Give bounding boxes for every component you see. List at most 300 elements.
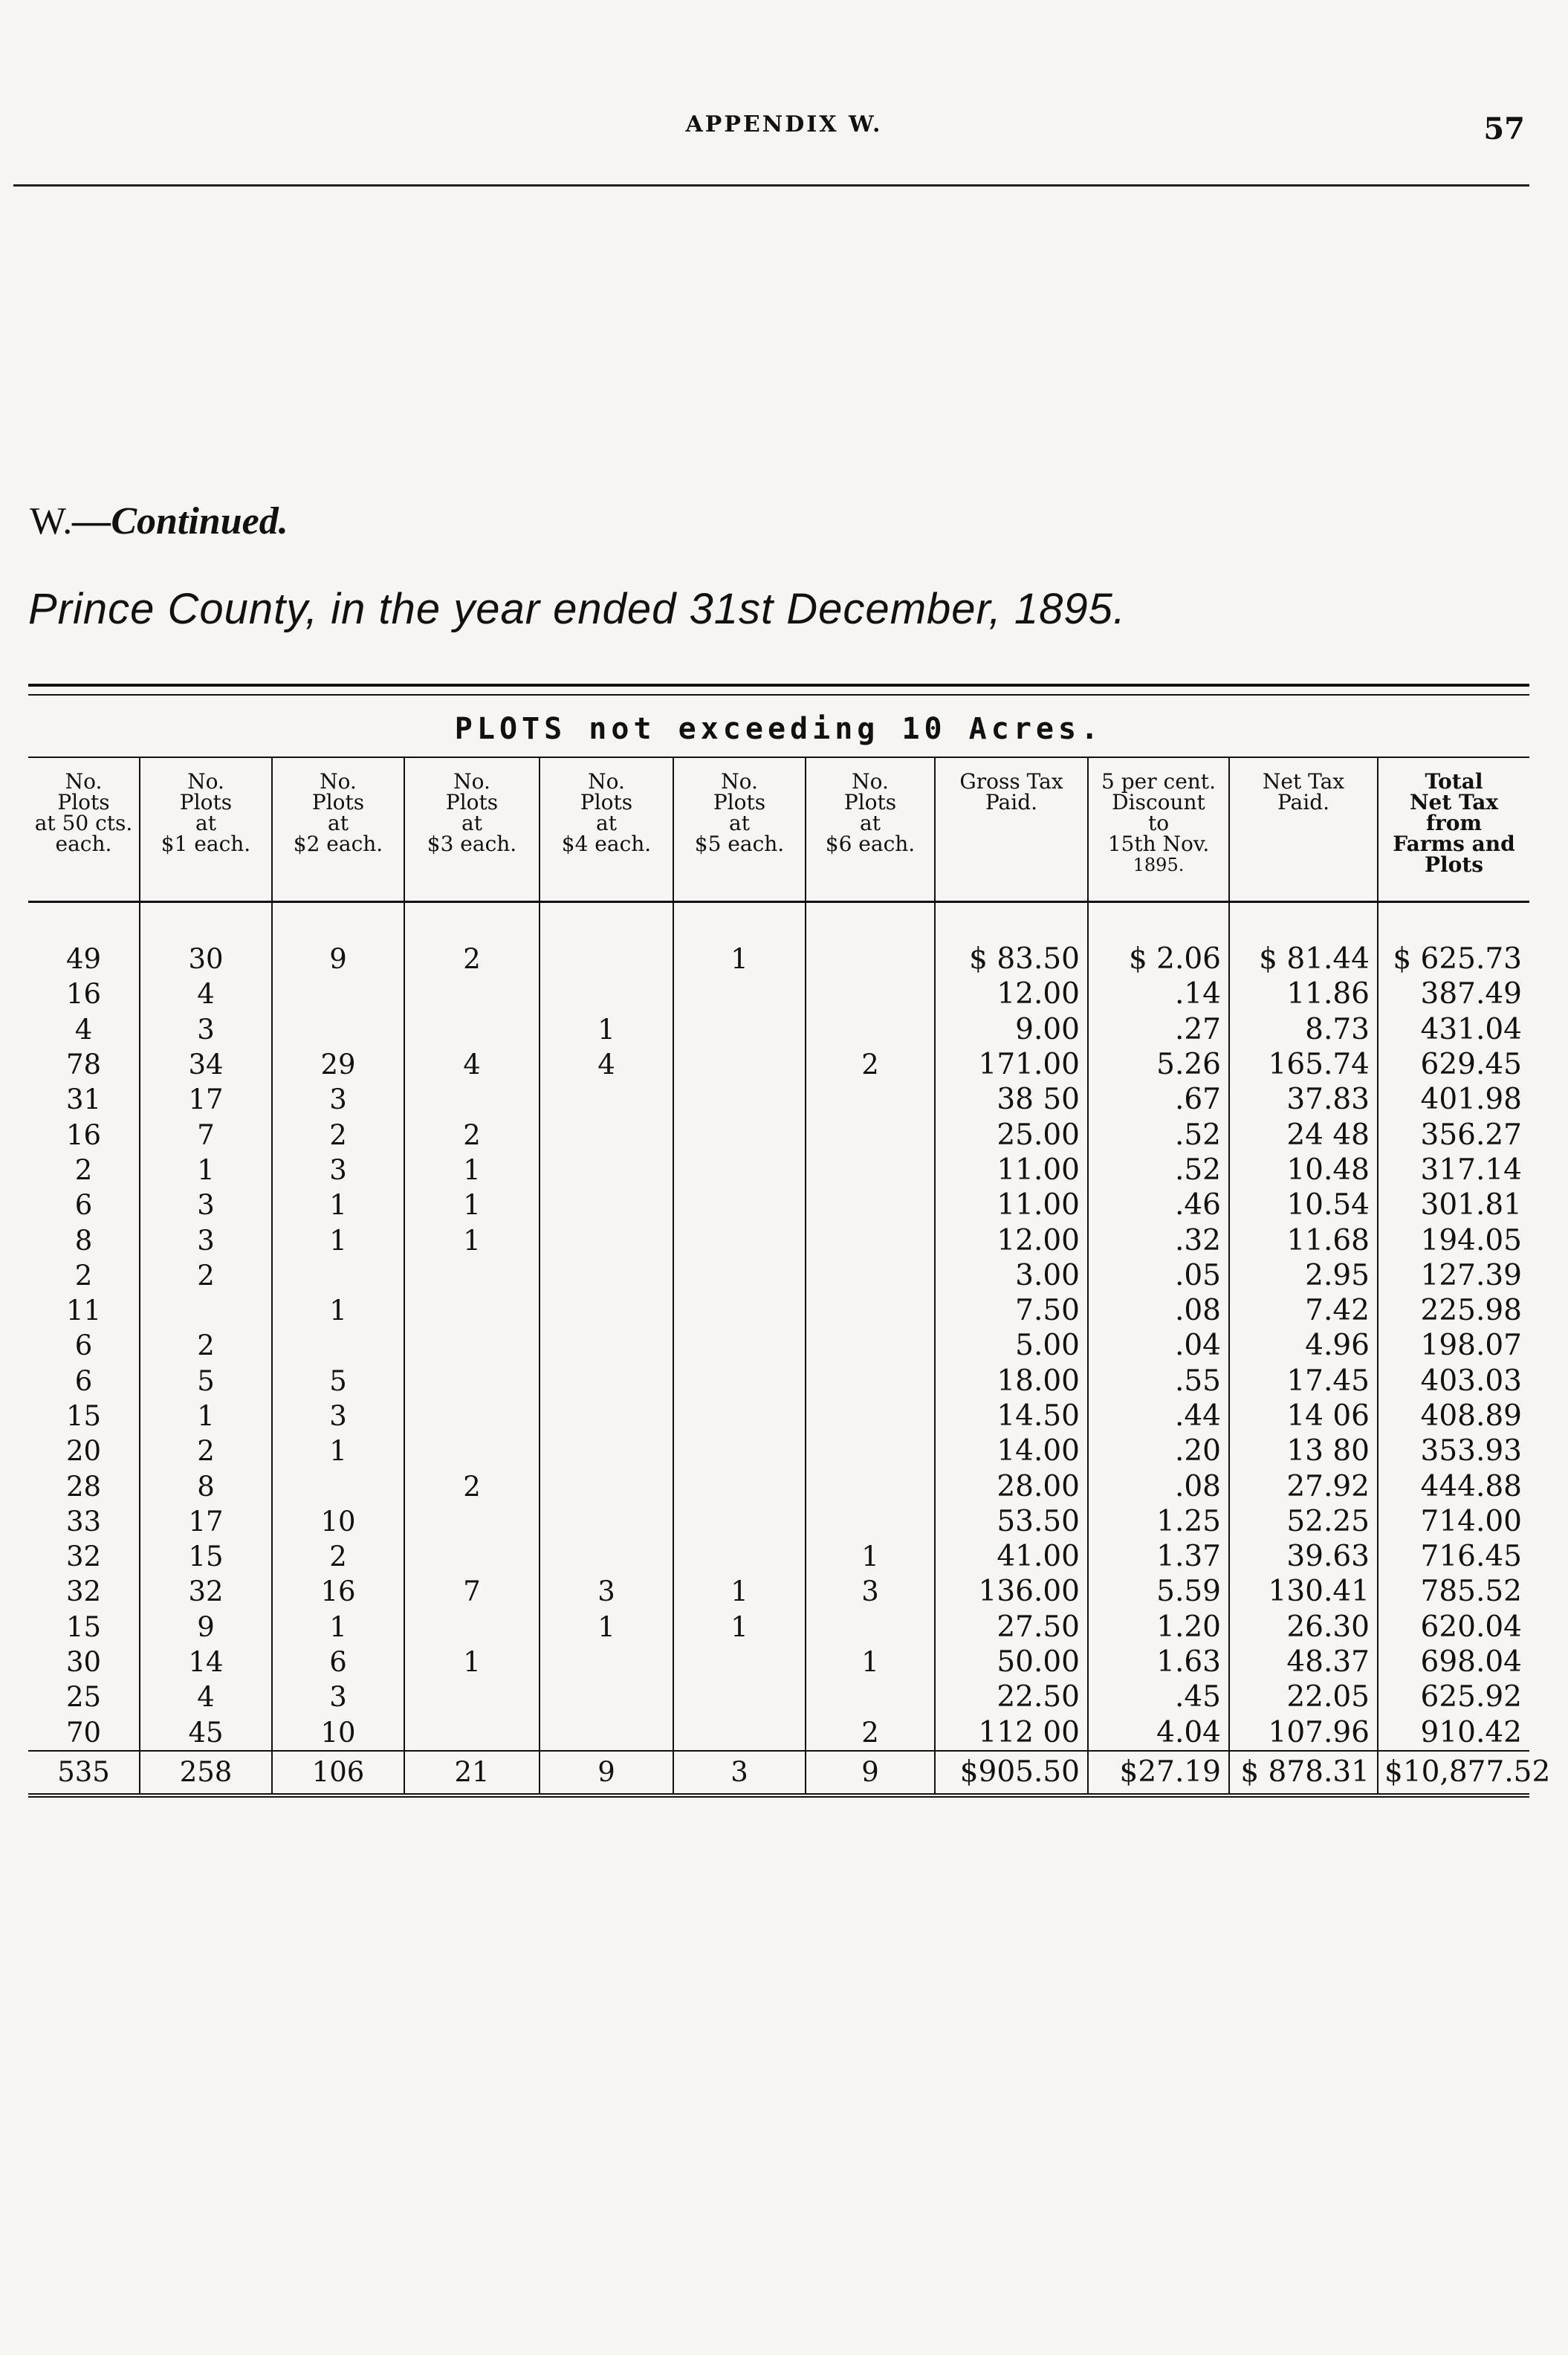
table-cell: 1 (404, 1222, 540, 1257)
table-cell: 225.98 (1378, 1293, 1529, 1328)
table-cell: .05 (1088, 1258, 1229, 1293)
spacer-cell (1378, 902, 1529, 942)
table-cell: 3.00 (935, 1258, 1088, 1293)
table-cell: 535 (28, 1751, 140, 1795)
table-cell (540, 1434, 673, 1468)
table-cell: 2 (404, 1468, 540, 1503)
table-cell: 6 (74, 1364, 93, 1397)
table-cell (673, 1328, 806, 1363)
table-cell: .14 (1088, 976, 1229, 1011)
table-cell: 387.49 (1378, 976, 1529, 1011)
table-cell: $905.50 (935, 1751, 1088, 1795)
table-row (28, 1645, 1529, 1679)
table-cell (806, 1364, 935, 1399)
table-row (28, 1222, 1529, 1257)
table-cell: 444.88 (1378, 1468, 1529, 1503)
table-cell: 31 (65, 1083, 102, 1116)
column-header-line: at (860, 811, 881, 835)
table-cell: 1.63 (1088, 1645, 1229, 1679)
table-cell: 29 (272, 1047, 404, 1082)
table-cell: 39.63 (1229, 1539, 1378, 1574)
table-cell (806, 1504, 935, 1539)
table-cell: 2 (74, 1153, 93, 1186)
table-cell: 317.14 (1378, 1153, 1529, 1188)
section-letter: W. (30, 500, 73, 542)
column-header (1229, 758, 1378, 902)
table-cell: 5.59 (1088, 1574, 1229, 1609)
table-cell: 8.73 (1229, 1012, 1378, 1047)
table-cell: 1 (140, 1153, 272, 1188)
table-cell: 27.50 (935, 1610, 1088, 1645)
table-cell: 34 (140, 1047, 272, 1082)
table-row (28, 1328, 1529, 1363)
table-cell: 38 50 (935, 1082, 1088, 1117)
table-cell: 5 (140, 1364, 272, 1399)
table-cell (806, 1222, 935, 1257)
table-cell: 353.93 (1378, 1434, 1529, 1468)
table-cell (806, 1153, 935, 1188)
table-cell (272, 1258, 404, 1293)
column-header-line: at (195, 811, 216, 835)
spacer-row (28, 902, 1529, 942)
table-cell (404, 1364, 540, 1399)
table-cell: 3 (272, 1082, 404, 1117)
table-cell (673, 1645, 806, 1679)
table-cell: 2 (404, 942, 540, 976)
table-cell: 1 (272, 1434, 404, 1468)
table-cell: $ 878.31 (1229, 1751, 1378, 1795)
table-cell (673, 1468, 806, 1503)
table-row (28, 1539, 1529, 1574)
table-cell (272, 1328, 404, 1363)
table-cell: 1.25 (1088, 1504, 1229, 1539)
page-header-title: APPENDIX W. (685, 111, 883, 137)
table-cell: 13 80 (1229, 1434, 1378, 1468)
table-cell (540, 1258, 673, 1293)
table-cell: 1 (540, 1012, 673, 1047)
table-cell: 16 (65, 1118, 102, 1151)
table-cell: 3 (140, 1012, 272, 1047)
table-cell: 4.04 (1088, 1715, 1229, 1751)
column-header-line: Plots (713, 790, 766, 814)
table-row (28, 1610, 1529, 1645)
column-header-line: $2 each. (293, 832, 383, 856)
table-cell: 3 (272, 1153, 404, 1188)
column-header-line: No. (187, 769, 224, 794)
table-cell (806, 1610, 935, 1645)
table-cell: 50.00 (935, 1645, 1088, 1679)
table-cell: 10.54 (1229, 1188, 1378, 1222)
table-cell: .45 (1088, 1679, 1229, 1714)
column-header-line: at (328, 811, 349, 835)
table-cell: 1 (540, 1610, 673, 1645)
table-cell: 3 (140, 1222, 272, 1257)
spacer-cell (673, 902, 806, 942)
table-cell: 3 (806, 1574, 935, 1609)
column-header-row (28, 758, 1529, 902)
table-cell: 1 (404, 1188, 540, 1222)
table-row (28, 1504, 1529, 1539)
table-cell (673, 1504, 806, 1539)
top-double-rule (28, 684, 1529, 696)
table-cell: 32 (65, 1541, 102, 1573)
table-cell: 15 (140, 1539, 272, 1574)
table-cell: 2 (806, 1715, 935, 1751)
table-cell: 18.00 (935, 1364, 1088, 1399)
table-cell: .32 (1088, 1222, 1229, 1257)
table-cell: 112 00 (935, 1715, 1088, 1751)
table-cell: 6 (74, 1189, 93, 1222)
table-cell (806, 1679, 935, 1714)
table-cell: 32 (65, 1575, 102, 1608)
table-cell: 8 (140, 1468, 272, 1503)
table-cell: $ 625.73 (1378, 942, 1529, 976)
column-header-line: Plots (179, 790, 233, 814)
table-cell: 130.41 (1229, 1574, 1378, 1609)
table-cell: 20 (65, 1435, 102, 1468)
table-cell: 11.68 (1229, 1222, 1378, 1257)
table-cell: 1 (673, 1610, 806, 1645)
column-header-line: Plots (57, 790, 110, 814)
table-row (28, 1047, 1529, 1082)
table-cell: 258 (140, 1751, 272, 1795)
table-cell: 41.00 (935, 1539, 1088, 1574)
table-row (28, 1153, 1529, 1188)
table-cell: 2 (140, 1258, 272, 1293)
column-header (806, 758, 935, 902)
continued-label: —Continued. (72, 500, 288, 542)
table-cell: 620.04 (1378, 1610, 1529, 1645)
table-cell (806, 1328, 935, 1363)
table-cell: 7 (404, 1574, 540, 1609)
table-cell: 716.45 (1378, 1539, 1529, 1574)
table-cell (404, 1504, 540, 1539)
table-cell: .20 (1088, 1434, 1229, 1468)
column-header (272, 758, 404, 902)
table-cell: 194.05 (1378, 1222, 1529, 1257)
table-cell: 49 (65, 943, 102, 976)
table-cell (540, 1364, 673, 1399)
table-cell (404, 1434, 540, 1468)
column-header-line: to (1147, 811, 1170, 835)
table-cell (404, 1539, 540, 1574)
table-cell: 3 (140, 1188, 272, 1222)
table-row (28, 1082, 1529, 1117)
table-cell: 15 (65, 1400, 102, 1432)
table-cell (673, 1188, 806, 1222)
table-cell (540, 1188, 673, 1222)
table-cell (272, 976, 404, 1011)
table-cell (540, 1645, 673, 1679)
table-cell: 33 (65, 1505, 102, 1538)
table-cell: 1 (272, 1293, 404, 1328)
table-cell (806, 1082, 935, 1117)
table-cell (140, 1293, 272, 1328)
table-cell: 32 (140, 1574, 272, 1609)
table-cell: 401.98 (1378, 1082, 1529, 1117)
group-title: PLOTS not exceeding 10 Acres. (28, 696, 1529, 758)
column-header-line: $1 each. (161, 832, 251, 856)
table-cell: 625.92 (1378, 1679, 1529, 1714)
table-cell (806, 1117, 935, 1152)
table-cell: .08 (1088, 1468, 1229, 1503)
table-cell: $ 2.06 (1088, 942, 1229, 976)
table-row (28, 1434, 1529, 1468)
table-cell: 165.74 (1229, 1047, 1378, 1082)
table-cell: $ 83.50 (935, 942, 1088, 976)
column-header-line: each. (55, 832, 112, 856)
table-cell: 4 (140, 1679, 272, 1714)
column-header-line: at (729, 811, 750, 835)
column-header-line: No. (852, 769, 889, 794)
table-cell: 136.00 (935, 1574, 1088, 1609)
table-row (28, 1399, 1529, 1434)
table-cell: 301.81 (1378, 1188, 1529, 1222)
table-cell: 14 06 (1229, 1399, 1378, 1434)
column-header-line: Plots (1424, 852, 1484, 877)
table-cell: 198.07 (1378, 1328, 1529, 1363)
table-cell (404, 1715, 540, 1751)
table-cell: $ 81.44 (1229, 942, 1378, 976)
table-row (28, 1468, 1529, 1503)
table-cell (673, 1715, 806, 1751)
table-cell: .27 (1088, 1012, 1229, 1047)
table-cell: 3 (540, 1574, 673, 1609)
table-cell: 14.50 (935, 1399, 1088, 1434)
table-cell: 5.26 (1088, 1047, 1229, 1082)
table-cell (540, 1222, 673, 1257)
table-cell (272, 1012, 404, 1047)
column-header (28, 758, 140, 902)
table-cell: 10 (272, 1715, 404, 1751)
table-cell (540, 1679, 673, 1714)
column-header-line: from (1425, 811, 1483, 835)
table-cell: 5 (272, 1364, 404, 1399)
table-cell (404, 976, 540, 1011)
column-header-line: 5 per cent. (1101, 769, 1216, 794)
table-cell: .55 (1088, 1364, 1229, 1399)
table-cell: 431.04 (1378, 1012, 1529, 1047)
table-cell: 3 (272, 1399, 404, 1434)
column-header-line: at (596, 811, 617, 835)
table-cell (540, 976, 673, 1011)
column-header-line: No. (320, 769, 357, 794)
table-cell: 2 (272, 1117, 404, 1152)
table-cell: 11.00 (935, 1153, 1088, 1188)
column-header-line: No. (588, 769, 625, 794)
table-cell: 1 (272, 1610, 404, 1645)
table-cell: 24 48 (1229, 1117, 1378, 1152)
table-cell: 2 (140, 1328, 272, 1363)
table-cell: 10 (272, 1504, 404, 1539)
table-cell (673, 1012, 806, 1047)
table-cell: 11.00 (935, 1188, 1088, 1222)
column-header (1378, 758, 1529, 902)
table-cell (404, 1610, 540, 1645)
table-cell: 12.00 (935, 1222, 1088, 1257)
table-cell (806, 1293, 935, 1328)
table-cell: 1 (806, 1645, 935, 1679)
table-cell: 9 (540, 1751, 673, 1795)
column-header (140, 758, 272, 902)
table-cell: 1.37 (1088, 1539, 1229, 1574)
table-cell (673, 1153, 806, 1188)
table-cell: 45 (140, 1715, 272, 1751)
table-row (28, 976, 1529, 1011)
table-cell: 17.45 (1229, 1364, 1378, 1399)
column-header-line: $3 each. (427, 832, 517, 856)
column-header-line: Net Tax (1409, 790, 1499, 814)
table-cell: 4 (74, 1013, 93, 1046)
table-cell: 1 (404, 1645, 540, 1679)
table-cell: 1 (806, 1539, 935, 1574)
column-header-line: Plots (843, 790, 897, 814)
spacer-cell (272, 902, 404, 942)
table-cell (806, 942, 935, 976)
table-cell: 10.48 (1229, 1153, 1378, 1188)
table-row (28, 942, 1529, 976)
column-header (540, 758, 673, 902)
table-cell (806, 1468, 935, 1503)
table-cell: 4 (404, 1047, 540, 1082)
spacer-cell (1088, 902, 1229, 942)
column-header-line: Farms and (1393, 832, 1515, 856)
table-cell (673, 976, 806, 1011)
table-body (28, 902, 1551, 1795)
table-cell (540, 1399, 673, 1434)
totals-row (28, 1751, 1529, 1795)
table-cell (404, 1399, 540, 1434)
tax-table-section (28, 684, 1551, 1798)
column-header-line: $5 each. (694, 832, 785, 856)
table-caption: Prince County, in the year ended 31st December, 1895. (28, 585, 1127, 633)
column-header-line: Plots (580, 790, 633, 814)
table-cell (806, 1434, 935, 1468)
table-cell (673, 1679, 806, 1714)
table-cell: 1.20 (1088, 1610, 1229, 1645)
table-cell: 2 (140, 1434, 272, 1468)
table-cell: 356.27 (1378, 1117, 1529, 1152)
table-row (28, 1364, 1529, 1399)
table-cell (540, 1504, 673, 1539)
table-cell (404, 1082, 540, 1117)
table-cell: 28 (65, 1470, 102, 1503)
page-number: 57 (1483, 111, 1525, 146)
table-cell: 2.95 (1229, 1258, 1378, 1293)
column-header-line: at 50 cts. (34, 811, 133, 835)
table-cell (673, 1293, 806, 1328)
column-header-line: Gross Tax (959, 769, 1063, 794)
table-cell: 1 (673, 1574, 806, 1609)
table-cell: $10,877.52 (1378, 1751, 1529, 1795)
table-cell: 9 (272, 942, 404, 976)
table-cell (540, 1468, 673, 1503)
header-rule (13, 184, 1529, 187)
table-cell: 106 (272, 1751, 404, 1795)
table-cell: 11 (65, 1295, 102, 1327)
spacer-cell (140, 902, 272, 942)
table-cell: 4 (140, 976, 272, 1011)
table-cell: 2 (74, 1259, 93, 1292)
table-cell (806, 1188, 935, 1222)
column-header-line: Paid. (985, 790, 1038, 814)
table-cell (673, 1364, 806, 1399)
table-row (28, 1258, 1529, 1293)
table-cell: 2 (272, 1539, 404, 1574)
table-cell: 78 (65, 1049, 102, 1081)
table-row (28, 1188, 1529, 1222)
table-cell: 171.00 (935, 1047, 1088, 1082)
column-header-line: 15th Nov. (1107, 832, 1210, 856)
table-cell (540, 1539, 673, 1574)
table-cell (540, 1082, 673, 1117)
column-header-line: Paid. (1277, 790, 1330, 814)
table-cell (673, 1434, 806, 1468)
table-cell (806, 1012, 935, 1047)
column-header-line: No. (65, 769, 103, 794)
spacer-cell (806, 902, 935, 942)
table-row (28, 1679, 1529, 1714)
table-cell: 107.96 (1229, 1715, 1378, 1751)
column-header-line: Total (1425, 769, 1483, 794)
table-cell: 27.92 (1229, 1468, 1378, 1503)
column-header (404, 758, 540, 902)
column-header-line: Net Tax (1262, 769, 1345, 794)
table-cell (673, 1399, 806, 1434)
table-cell: 28.00 (935, 1468, 1088, 1503)
table-cell: 403.03 (1378, 1364, 1529, 1399)
table-cell: 3 (673, 1751, 806, 1795)
table-cell: 15 (65, 1610, 102, 1643)
table-cell: 14.00 (935, 1434, 1088, 1468)
table-cell: 16 (272, 1574, 404, 1609)
table-cell (540, 1328, 673, 1363)
table-cell (540, 942, 673, 976)
table-row (28, 1293, 1529, 1328)
table-row (28, 1574, 1529, 1609)
table-cell (272, 1468, 404, 1503)
table-cell: 48.37 (1229, 1645, 1378, 1679)
column-header-line: $6 each. (825, 832, 916, 856)
table-cell: 30 (65, 1646, 102, 1679)
table-cell: 785.52 (1378, 1574, 1529, 1609)
table-cell: 1 (272, 1222, 404, 1257)
spacer-cell (404, 902, 540, 942)
table-cell: .52 (1088, 1117, 1229, 1152)
table-cell: 9 (140, 1610, 272, 1645)
table-cell: 53.50 (935, 1504, 1088, 1539)
table-cell (806, 976, 935, 1011)
table-cell: 1 (140, 1399, 272, 1434)
table-cell (404, 1679, 540, 1714)
table-cell: 26.30 (1229, 1610, 1378, 1645)
table-cell: 11.86 (1229, 976, 1378, 1011)
table-cell: 21 (404, 1751, 540, 1795)
table-cell (404, 1293, 540, 1328)
table-cell: 25.00 (935, 1117, 1088, 1152)
table-cell (540, 1117, 673, 1152)
table-cell: 4 (540, 1047, 673, 1082)
table-cell: 16 (65, 978, 102, 1011)
table-cell: 6 (74, 1329, 93, 1362)
table-cell: 9 (806, 1751, 935, 1795)
table-cell: 714.00 (1378, 1504, 1529, 1539)
table-cell: 25 (65, 1681, 102, 1714)
table-cell: .44 (1088, 1399, 1229, 1434)
column-header-line: 1895. (1133, 855, 1185, 875)
column-header-line: $4 each. (561, 832, 652, 856)
table-cell: 12.00 (935, 976, 1088, 1011)
